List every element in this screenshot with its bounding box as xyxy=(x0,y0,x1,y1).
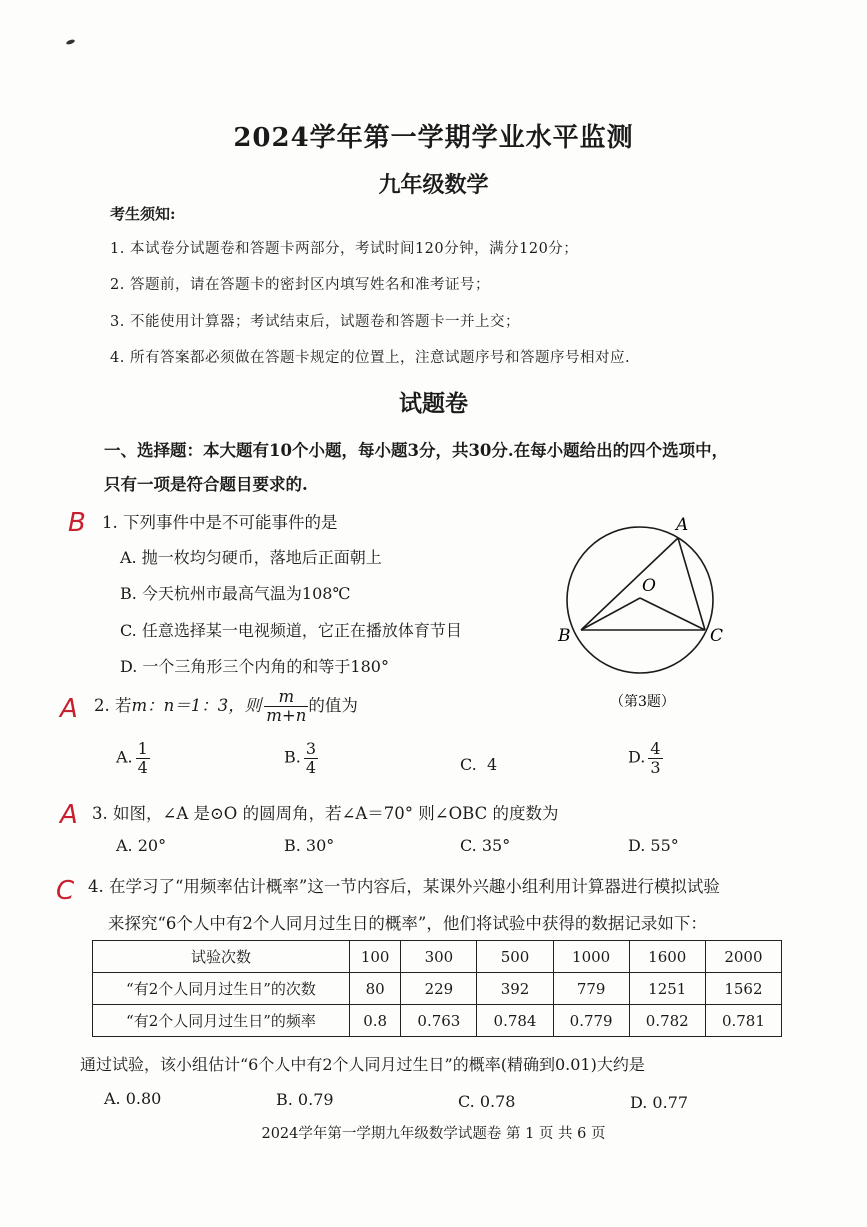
notice-item: 1. 本试卷分试题卷和答题卡两部分，考试时间120分钟，满分120分； xyxy=(110,241,579,257)
table-cell: 试验次数 xyxy=(93,941,350,973)
option-fraction xyxy=(304,740,318,776)
fraction-denominator: 4 xyxy=(137,757,148,777)
figure-caption: （第3题） xyxy=(610,694,675,710)
question-2-option-c xyxy=(460,755,497,774)
page-footer: 2024学年第一学期九年级数学试题卷 第 1 页 共 6 页 xyxy=(261,1126,606,1142)
table-cell: “有2个人同月过生日”的次数 xyxy=(93,973,350,1005)
circle-figure xyxy=(550,510,730,710)
option-value: 4 xyxy=(486,755,498,774)
table-cell: 392 xyxy=(477,973,553,1005)
option-letter: A. xyxy=(116,747,133,767)
table-cell: 1251 xyxy=(629,973,705,1005)
question-2-stem xyxy=(94,688,358,725)
table-cell: 1600 xyxy=(629,941,705,973)
question-4-option: B. 0.79 xyxy=(276,1090,334,1109)
label-c: C xyxy=(710,626,724,646)
label-o: O xyxy=(642,576,656,596)
question-2-option-d xyxy=(628,740,663,776)
notice-heading: 考生须知: xyxy=(110,205,176,223)
question-3-stem: 3. 如图，∠A 是⊙O 的圆周角，若∠A＝70° 则∠OBC 的度数为 xyxy=(92,804,559,823)
option-letter: C. xyxy=(460,755,477,774)
handwritten-answer-mark: B xyxy=(68,508,86,538)
notice-item: 3. 不能使用计算器；考试结束后，试题卷和答题卡一并上交； xyxy=(110,314,520,330)
question-1-stem: 1. 下列事件中是不可能事件的是 xyxy=(102,513,338,532)
option-letter: D. xyxy=(628,747,646,767)
question-4-stem: 4. 在学习了“用频率估计概率”这一节内容后，某课外兴趣小组利用计算器进行模拟试验 xyxy=(88,877,720,896)
question-1-option: B. 今天杭州市最高气温为108℃ xyxy=(120,584,351,603)
option-fraction xyxy=(648,740,662,776)
question-2-condition: m：n＝1：3，则 xyxy=(131,696,262,716)
notice-item: 4. 所有答案都必须做在答题卡规定的位置上，注意试题序号和答题序号相对应. xyxy=(110,350,631,366)
page-title: 2024学年第一学期学业水平监测 xyxy=(233,123,634,153)
circle-shape xyxy=(567,527,713,673)
table-cell: 0.784 xyxy=(477,1005,553,1037)
segment-oc xyxy=(640,598,705,630)
table-cell: 0.779 xyxy=(553,1005,629,1037)
scan-speck xyxy=(66,39,76,46)
fraction-numerator: 4 xyxy=(650,739,661,758)
question-2-suffix: 的值为 xyxy=(308,696,358,716)
option-letter: B. xyxy=(284,747,301,767)
fraction-denominator: m+n xyxy=(266,706,307,726)
page-subtitle: 九年级数学 xyxy=(378,172,489,198)
paper-title: 试题卷 xyxy=(399,390,468,417)
table-cell: 2000 xyxy=(705,941,781,973)
section-heading: 一、选择题：本大题有10个小题，每小题3分，共30分.在每小题给出的四个选项中， xyxy=(104,441,729,460)
table-cell: 1562 xyxy=(705,973,781,1005)
notice-item: 2. 答题前，请在答题卡的密封区内填写姓名和准考证号； xyxy=(110,277,490,293)
question-1-option: D. 一个三角形三个内角的和等于180° xyxy=(120,657,389,676)
question-4-conclusion: 通过试验，该小组估计“6个人中有2个人同月过生日”的概率(精确到0.01)大约是 xyxy=(80,1055,645,1074)
data-table xyxy=(92,940,782,1037)
question-1-option: C. 任意选择某一电视频道，它正在播放体育节目 xyxy=(120,621,462,640)
section-heading-cont: 只有一项是符合题目要求的. xyxy=(104,475,308,494)
table-row xyxy=(93,941,782,973)
question-4-option: A. 0.80 xyxy=(104,1089,162,1108)
question-4-option: D. 0.77 xyxy=(630,1093,689,1112)
table-cell: 779 xyxy=(553,973,629,1005)
table-cell: 0.782 xyxy=(629,1005,705,1037)
fraction-denominator: 4 xyxy=(305,757,317,777)
table-row xyxy=(93,973,782,1005)
fraction-numerator: 1 xyxy=(137,739,148,758)
question-2-fraction xyxy=(264,688,308,725)
fraction-denominator: 3 xyxy=(650,757,661,777)
label-a: A xyxy=(676,515,689,535)
question-3-option: C. 35° xyxy=(460,836,511,855)
table-cell: 100 xyxy=(350,941,401,973)
question-4-option: C. 0.78 xyxy=(458,1092,516,1111)
option-fraction xyxy=(136,740,150,776)
question-2-option-b xyxy=(284,740,318,776)
table-cell: 80 xyxy=(350,973,401,1005)
question-3-option: A. 20° xyxy=(116,836,167,855)
segment-ac xyxy=(678,538,705,630)
question-4-stem-cont: 来探究“6个人中有2个人同月过生日的概率”，他们将试验中获得的数据记录如下： xyxy=(108,914,707,933)
table-cell: 0.781 xyxy=(705,1005,781,1037)
table-cell: 229 xyxy=(401,973,477,1005)
table-cell: 0.763 xyxy=(401,1005,477,1037)
handwritten-answer-mark: C xyxy=(56,876,75,906)
table-cell: 500 xyxy=(477,941,553,973)
question-1-option: A. 抛一枚均匀硬币，落地后正面朝上 xyxy=(120,548,382,567)
fraction-numerator: m xyxy=(264,688,308,707)
question-2-prefix: 2. 若 xyxy=(94,696,132,716)
table-cell: 0.8 xyxy=(350,1005,401,1037)
table-cell: “有2个人同月过生日”的频率 xyxy=(93,1005,350,1037)
handwritten-answer-mark: A xyxy=(60,694,78,724)
table-cell: 1000 xyxy=(553,941,629,973)
question-3-option: D. 55° xyxy=(628,836,679,855)
fraction-numerator: 3 xyxy=(305,739,317,758)
question-2-option-a xyxy=(116,740,150,776)
label-b: B xyxy=(558,626,571,646)
segment-ab xyxy=(581,538,678,630)
table-cell: 300 xyxy=(401,941,477,973)
question-3-option: B. 30° xyxy=(284,836,335,855)
table-row xyxy=(93,1005,782,1037)
handwritten-answer-mark: A xyxy=(60,800,78,830)
